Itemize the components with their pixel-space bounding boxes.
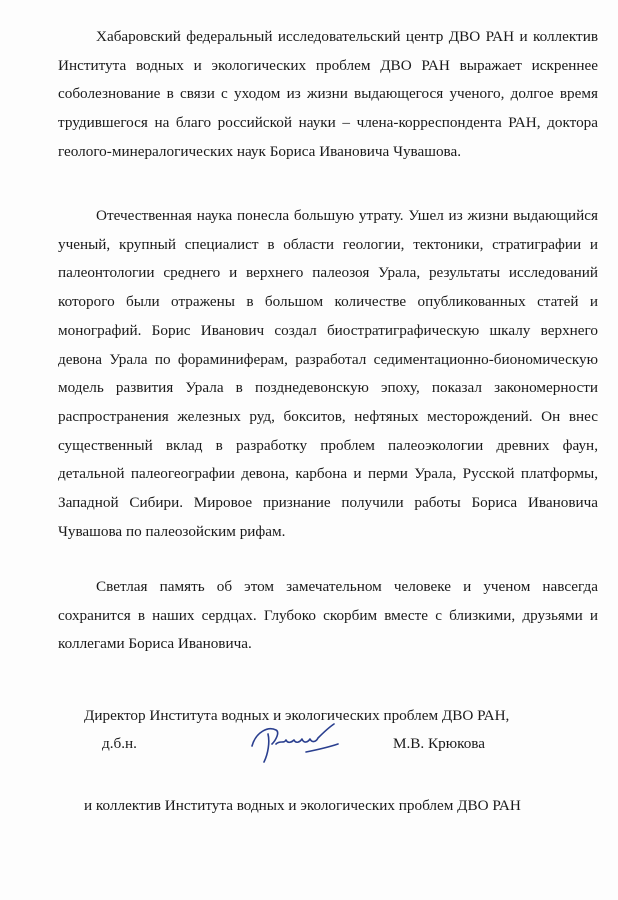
signatory-name: М.В. Крюкова (393, 735, 486, 752)
collective-line: и коллектив Института водных и экологических проблем ДВО РАН (84, 797, 521, 814)
signatory-degree: д.б.н. (102, 735, 137, 752)
handwritten-signature (246, 722, 346, 766)
condolence-paragraph-2: Отечественная наука понесла большую утрату. Ушел из жизни выдающийся ученый, крупный специалист в области геологии, тектоники, стратиграфии и палеонтологии среднего и верхнего палеозоя Урала, результаты исследований которого были отражены в большом количестве опубликованных статей и монографий. Борис Иванович создал биостратиграфическую шкалу верхнего девона Урала по фораминиферам, разработал седиментационно-биономическую модель развития Урала в позднедевонскую эпоху, показал закономерности распространения железных руд, бокситов, нефтяных месторождений. Он внес существенный вклад в разработку проблем палеоэкологии древних фаун, детальной палеогеографии девона, карбона и перми Урала, Русской платформы, Западной Сибири. Мировое признание получили работы Бориса Ивановича Чувашова по палеозойским рифам. (58, 207, 598, 540)
condolence-paragraph-3: Светлая память об этом замечательном человеке и ученом навсегда сохранится в наших сердцах. Глубоко скорбим вместе с близкими, друзьями и коллегами Бориса Ивановича. (58, 578, 598, 653)
condolence-paragraph-1: Хабаровский федеральный исследовательский центр ДВО РАН и коллектив Института водных и экологических проблем ДВО РАН выражает искреннее соболезнование в связи с уходом из жизни выдающегося ученого, долгое время трудившегося на благо российской науки – члена-корреспондента РАН, доктора геолого-минералогических наук Бориса Ивановича Чувашова. (58, 28, 598, 160)
signatory-title: Директор Института водных и экологических проблем ДВО РАН, (84, 707, 510, 724)
